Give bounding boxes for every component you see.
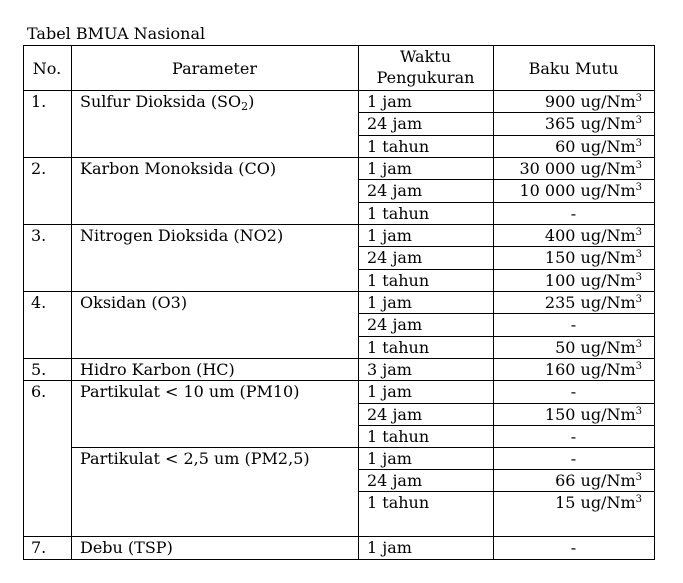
parameter-name: Hidro Karbon (HC) <box>80 360 235 379</box>
unit-superscript: 3 <box>635 115 642 126</box>
parameter-name <box>80 92 254 114</box>
baku-mutu-value <box>493 181 642 204</box>
unit-superscript: 3 <box>635 138 642 149</box>
unit-superscript: 3 <box>635 472 642 483</box>
unit-superscript: 3 <box>635 494 642 505</box>
unit-superscript: 3 <box>635 294 642 305</box>
row-number: 2. <box>31 159 47 178</box>
row-divider <box>358 336 655 337</box>
row-divider <box>358 469 655 470</box>
waktu-pengukuran: 24 jam <box>367 181 423 200</box>
header-parameter: Parameter <box>172 59 257 78</box>
row-number: 4. <box>31 293 47 312</box>
parameter-name: Debu (TSP) <box>80 538 173 557</box>
baku-mutu-value <box>493 338 642 361</box>
waktu-pengukuran: 1 jam <box>367 159 412 178</box>
waktu-pengukuran: 3 jam <box>367 360 412 379</box>
baku-mutu-value <box>493 271 642 294</box>
baku-mutu-text: - <box>570 449 577 468</box>
baku-mutu-text: - <box>570 538 577 557</box>
baku-mutu-text: 50 ug/Nm <box>555 338 636 357</box>
table-caption: Tabel BMUA Nasional <box>27 24 206 43</box>
baku-mutu-text: 150 ug/Nm <box>544 248 636 267</box>
waktu-pengukuran: 1 jam <box>367 449 412 468</box>
unit-superscript: 3 <box>635 272 642 283</box>
parameter-subscript: 2 <box>241 100 249 113</box>
header-waktu-line2: Pengukuran <box>376 68 475 87</box>
unit-superscript: 3 <box>635 249 642 260</box>
waktu-pengukuran: 1 tahun <box>367 204 430 223</box>
baku-mutu-value <box>493 248 642 271</box>
parameter-name: Partikulat < 10 um (PM10) <box>80 382 300 401</box>
waktu-pengukuran: 24 jam <box>367 114 423 133</box>
row-number: 1. <box>31 92 47 111</box>
baku-mutu-text: 100 ug/Nm <box>544 271 636 290</box>
waktu-pengukuran: 1 jam <box>367 226 412 245</box>
header-waktu-line1: Waktu <box>399 47 452 66</box>
parameter-name: Karbon Monoksida (CO) <box>80 159 277 178</box>
baku-mutu-value <box>493 493 642 516</box>
waktu-pengukuran: 1 tahun <box>367 427 430 446</box>
baku-mutu-value <box>493 449 654 469</box>
parameter-name: Oksidan (O3) <box>80 293 188 312</box>
baku-mutu-value <box>493 92 642 115</box>
baku-mutu-text: 900 ug/Nm <box>544 92 636 111</box>
baku-mutu-value <box>493 137 642 160</box>
baku-mutu-text: 365 ug/Nm <box>544 114 636 133</box>
waktu-pengukuran: 1 tahun <box>367 271 430 290</box>
baku-mutu-text: 235 ug/Nm <box>544 293 636 312</box>
baku-mutu-text: - <box>570 315 577 334</box>
row-number: 7. <box>31 538 47 557</box>
parameter-name: Partikulat < 2,5 um (PM2,5) <box>80 449 310 468</box>
row-divider <box>23 536 655 537</box>
baku-mutu-text: - <box>570 204 577 223</box>
column-divider <box>71 45 72 560</box>
waktu-pengukuran: 1 jam <box>367 92 412 111</box>
baku-mutu-value <box>493 226 642 249</box>
parameter-name: Nitrogen Dioksida (NO2) <box>80 226 284 245</box>
waktu-pengukuran: 1 tahun <box>367 137 430 156</box>
baku-mutu-text: 400 ug/Nm <box>544 226 636 245</box>
column-divider <box>23 45 24 560</box>
parameter-text-end: ) <box>248 92 255 111</box>
baku-mutu-value <box>493 471 642 494</box>
baku-mutu-text: 150 ug/Nm <box>544 405 636 424</box>
unit-superscript: 3 <box>635 406 642 417</box>
waktu-pengukuran: 24 jam <box>367 315 423 334</box>
waktu-pengukuran: 1 jam <box>367 382 412 401</box>
unit-superscript: 3 <box>635 361 642 372</box>
baku-mutu-value <box>493 293 642 316</box>
row-divider <box>23 45 655 46</box>
baku-mutu-text: 30 000 ug/Nm <box>519 159 636 178</box>
baku-mutu-text: 60 ug/Nm <box>555 137 636 156</box>
baku-mutu-value <box>493 315 654 335</box>
row-divider <box>23 90 655 91</box>
header-no: No. <box>32 59 62 78</box>
waktu-pengukuran: 1 tahun <box>367 493 430 512</box>
unit-superscript: 3 <box>635 227 642 238</box>
baku-mutu-text: 10 000 ug/Nm <box>519 181 636 200</box>
row-divider <box>71 447 655 448</box>
row-number: 3. <box>31 226 47 245</box>
row-divider <box>358 403 655 404</box>
waktu-pengukuran: 1 jam <box>367 538 412 557</box>
baku-mutu-value <box>493 405 642 428</box>
row-divider <box>23 224 655 225</box>
waktu-pengukuran: 24 jam <box>367 471 423 490</box>
baku-mutu-value <box>493 538 654 558</box>
column-divider <box>358 45 359 560</box>
waktu-pengukuran: 24 jam <box>367 248 423 267</box>
baku-mutu-value <box>493 204 654 224</box>
baku-mutu-value <box>493 159 642 182</box>
parameter-text: Sulfur Dioksida (SO <box>80 92 242 111</box>
unit-superscript: 3 <box>635 182 642 193</box>
baku-mutu-value <box>493 382 654 402</box>
bmua-table <box>23 45 655 560</box>
waktu-pengukuran: 1 jam <box>367 293 412 312</box>
unit-superscript: 3 <box>635 93 642 104</box>
waktu-pengukuran: 24 jam <box>367 405 423 424</box>
row-number: 5. <box>31 360 47 379</box>
unit-superscript: 3 <box>635 339 642 350</box>
baku-mutu-value <box>493 427 654 447</box>
baku-mutu-value <box>493 114 642 137</box>
baku-mutu-text: 15 ug/Nm <box>555 493 636 512</box>
column-divider <box>654 45 655 560</box>
baku-mutu-text: 66 ug/Nm <box>555 471 636 490</box>
baku-mutu-text: 160 ug/Nm <box>544 360 636 379</box>
waktu-pengukuran: 1 tahun <box>367 338 430 357</box>
baku-mutu-text: - <box>570 382 577 401</box>
row-divider <box>23 559 655 560</box>
row-number: 6. <box>31 382 47 401</box>
baku-mutu-value <box>493 360 642 383</box>
unit-superscript: 3 <box>635 160 642 171</box>
header-baku-mutu: Baku Mutu <box>528 59 619 78</box>
baku-mutu-text: - <box>570 427 577 446</box>
